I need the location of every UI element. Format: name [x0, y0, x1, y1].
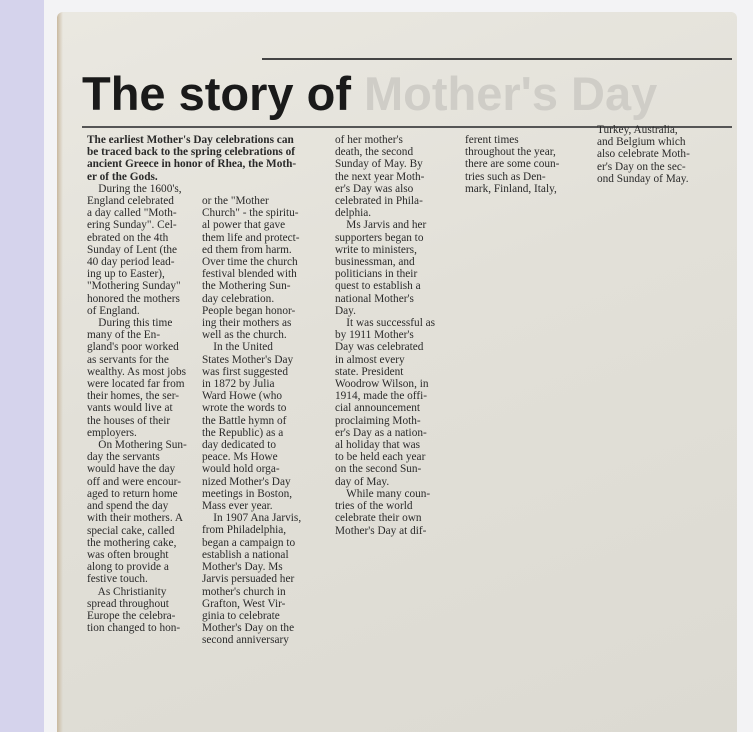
article-column-5: Turkey, Australia, and Belgium which also celebrate Moth- er's Day on the sec- ond Sunday of May.	[597, 124, 690, 185]
article-lead-paragraph: The earliest Mother's Day celebrations can be traced back to the spring celebrations of ancient Greece in honor of Rhea, the Moth- er of the Gods.	[87, 134, 297, 183]
article-column-1-body: During the 1600's, England celebrated a day called "Moth- ering Sunday". Cel- ebrated on the 4th Sunday of Lent (the 40 day period lead- ing up to Easter), "Mothering Sunday" honored the mothers of England. During this time many of the En- gland's poor worked as servants for the wealthy. As most jobs were located far from their homes, the ser- vants would live at the houses of their employers. On Mothering Sun- day the servants would have the day off and were encour- aged to return home and spend the day with their mothers. A special cake, called the mothering cake, was often brought along to provide a festive touch. As Christianity spread throughout Europe the celebra- tion changed to hon-	[87, 182, 187, 635]
top-rule	[262, 58, 732, 60]
title-dark-part: The story of	[82, 67, 351, 120]
article-column-2: or the "Mother Church" - the spiritu- al power that gave them life and protect- ed them from harm. Over time the church festival blended with the Mothering Sun- day celebration. People began honor- ing their mothers as well as the church. In the United States Mother's Day was first suggested in 1872 by Julia Ward Howe (who wrote the words to the Battle hymn of the Republic) as a day dedicated to peace. Ms Howe would hold orga- nized Mother's Day meetings in Boston, Mass ever year. In 1907 Ana Jarvis, from Philadelphia, began a campaign to establish a national Mother's Day. Ms Jarvis persuaded her mother's church in Grafton, West Vir- ginia to celebrate Mother's Day on the second anniversary	[202, 195, 302, 647]
article-column-3: of her mother's death, the second Sunday of May. By the next year Moth- er's Day was also celebrated in Phila- delphia. Ms Jarvis and her supporters began to write to ministers, businessman, and politicians in their quest to establish a national Mother's Day. It was successful as by 1911 Mother's Day was celebrated in almost every state. President Woodrow Wilson, in 1914, made the offi- cial announcement proclaiming Moth- er's Day as a nation- al holiday that was to be held each year on the second Sun- day of May. While many coun- tries of the world celebrate their own Mother's Day at dif-	[335, 134, 436, 537]
clipping-edge-shadow	[57, 12, 63, 732]
newspaper-clipping-photo	[57, 12, 737, 732]
article-title	[82, 66, 657, 122]
article-column-4: ferent times throughout the year, there are some coun- tries such as Den- mark, Finland, Italy,	[465, 134, 560, 195]
title-faded-part: Mother's Day	[364, 67, 658, 120]
